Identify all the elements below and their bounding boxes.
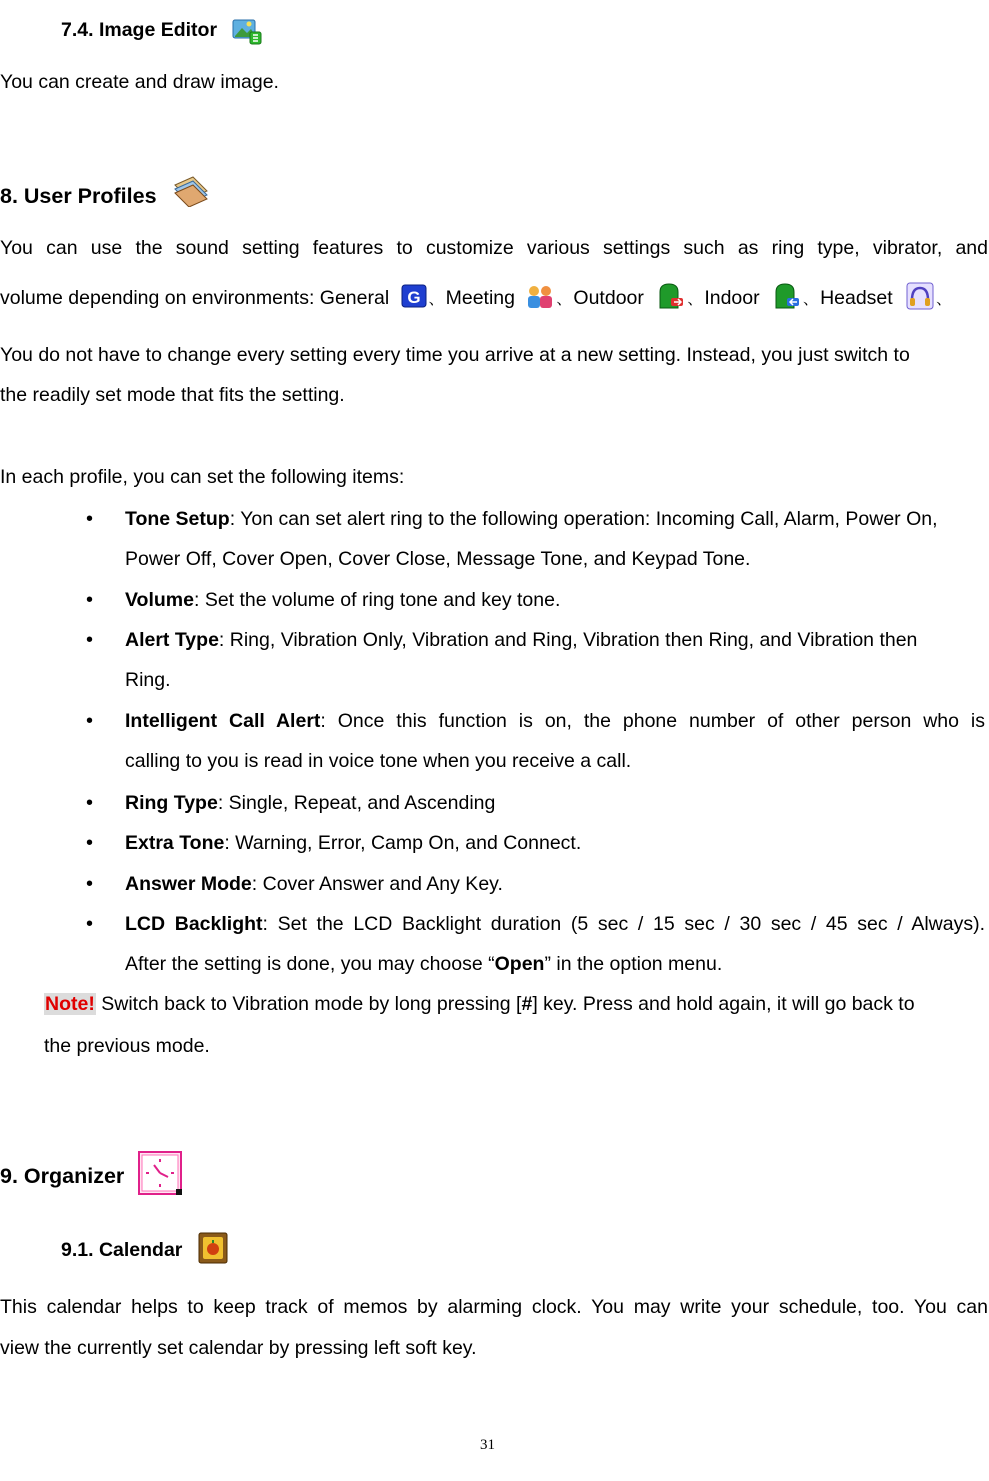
intro-lead: volume depending on environments: bbox=[0, 287, 320, 309]
item-term: Alert Type bbox=[125, 629, 219, 651]
item-text-continued: Power Off, Cover Open, Cover Close, Message Tone, and Keypad Tone. bbox=[125, 548, 751, 570]
organizer-clock-icon bbox=[138, 1151, 182, 1195]
bullet: • bbox=[86, 832, 94, 854]
profile-headset-label: Headset bbox=[820, 287, 893, 309]
separator: 、 bbox=[687, 290, 703, 308]
item-text: : Set the LCD Backlight duration (5 sec / 15 sec / 30 sec / 45 sec / Always). bbox=[262, 913, 985, 935]
svg-text:G: G bbox=[406, 288, 421, 307]
profiles-intro-line-2 bbox=[0, 282, 953, 310]
item-term: Answer Mode bbox=[125, 873, 252, 895]
item-text: : Ring, Vibration Only, Vibration and Ring, Vibration then Ring, and Vibration then bbox=[218, 629, 918, 651]
item-text: : Cover Answer and Any Key. bbox=[251, 873, 503, 895]
image-editor-icon bbox=[232, 16, 262, 46]
item-text: : Set the volume of ring tone and key tone. bbox=[193, 589, 561, 611]
section-heading-user-profiles bbox=[0, 175, 211, 209]
bullet: • bbox=[86, 629, 94, 651]
general-profile-icon bbox=[401, 284, 427, 310]
profiles-intro-line-1: You can use the sound setting features to customize various settings such as ring type, vibrator, and bbox=[0, 237, 988, 259]
section-heading-calendar bbox=[61, 1230, 228, 1262]
bullet: • bbox=[86, 873, 94, 895]
separator: 、 bbox=[936, 290, 952, 308]
profile-meeting-label: Meeting bbox=[445, 287, 515, 309]
profiles-intro-line-3: You do not have to change every setting every time you arrive at a new setting. Instead, you just switch to bbox=[0, 344, 910, 366]
item-text-continued: calling to you is read in voice tone when you receive a call. bbox=[125, 750, 632, 772]
note-line-2: the previous mode. bbox=[44, 1035, 210, 1057]
heading-text: 9.1. Calendar bbox=[61, 1239, 183, 1261]
outdoor-profile-icon bbox=[657, 282, 685, 310]
heading-text: 8. User Profiles bbox=[0, 184, 157, 208]
bullet: • bbox=[86, 589, 94, 611]
item-term: Volume bbox=[125, 589, 194, 611]
separator: 、 bbox=[556, 290, 572, 308]
hash-key: # bbox=[521, 993, 533, 1015]
user-profiles-icon bbox=[171, 173, 211, 207]
item-term: Extra Tone bbox=[125, 832, 225, 854]
heading-text: 7.4. Image Editor bbox=[61, 19, 218, 41]
bullet: • bbox=[86, 508, 94, 530]
item-term: Tone Setup bbox=[125, 508, 230, 530]
calendar-description-line-2: view the currently set calendar by pressing left soft key. bbox=[0, 1337, 477, 1359]
item-text: : Single, Repeat, and Ascending bbox=[217, 792, 496, 814]
heading-text: 9. Organizer bbox=[0, 1164, 125, 1188]
item-text: : Once this function is on, the phone number of other person who is bbox=[320, 710, 985, 732]
profile-items-intro: In each profile, you can set the following items: bbox=[0, 466, 405, 488]
separator: 、 bbox=[803, 290, 819, 308]
note-line-1: Note! Switch back to Vibration mode by long pressing [#] key. Press and hold again, it will go back to bbox=[45, 993, 915, 1015]
bullet: • bbox=[86, 710, 94, 732]
profiles-intro-line-4: the readily set mode that fits the setting. bbox=[0, 384, 345, 406]
item-text-continued: After the setting is done, you may choose “Open” in the option menu. bbox=[125, 953, 723, 975]
separator: 、 bbox=[428, 290, 444, 308]
image-editor-description: You can create and draw image. bbox=[0, 71, 279, 93]
item-term: LCD Backlight bbox=[125, 913, 263, 935]
item-text-continued: Ring. bbox=[125, 669, 171, 691]
note-label: Note! bbox=[45, 993, 95, 1015]
item-text: : Yon can set alert ring to the following operation: Incoming Call, Alarm, Power On, bbox=[229, 508, 938, 530]
calendar-icon bbox=[198, 1232, 228, 1264]
bullet: • bbox=[86, 792, 94, 814]
profile-indoor-label: Indoor bbox=[704, 287, 760, 309]
profile-outdoor-label: Outdoor bbox=[573, 287, 644, 309]
profile-general-label: General bbox=[319, 287, 390, 309]
option-open: Open bbox=[494, 953, 545, 975]
bullet: • bbox=[86, 913, 94, 935]
item-term: Ring Type bbox=[125, 792, 218, 814]
section-heading-organizer bbox=[0, 1145, 182, 1189]
item-text: : Warning, Error, Camp On, and Connect. bbox=[224, 832, 582, 854]
section-heading-image-editor bbox=[61, 12, 262, 42]
item-term: Intelligent Call Alert bbox=[125, 710, 321, 732]
headset-profile-icon bbox=[906, 282, 934, 310]
meeting-profile-icon bbox=[526, 284, 554, 310]
calendar-description-line-1: This calendar helps to keep track of memos by alarming clock. You may write your schedule, too. You can bbox=[0, 1296, 988, 1318]
page-number: 31 bbox=[480, 1437, 495, 1453]
indoor-profile-icon bbox=[773, 282, 801, 310]
